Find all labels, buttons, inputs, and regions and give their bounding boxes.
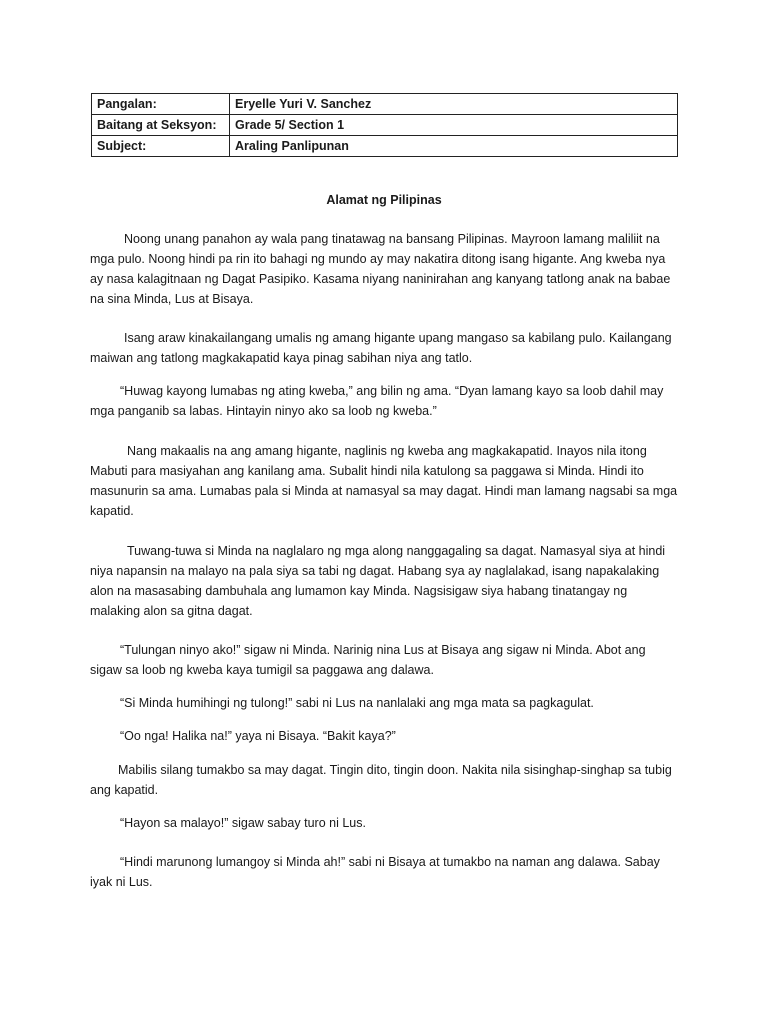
- table-row: [92, 136, 678, 157]
- subject-label: Subject:: [92, 136, 230, 157]
- grade-section-label: Baitang at Seksyon:: [92, 115, 230, 136]
- paragraph: “Tulungan ninyo ako!” sigaw ni Minda. Narinig nina Lus at Bisaya ang sigaw ni Minda. Abot ang sigaw sa loob ng kweba kaya tumigil sa paggawa ang dalawa.: [90, 643, 646, 677]
- table-row: [92, 115, 678, 136]
- paragraph: “Huwag kayong lumabas ng ating kweba,” ang bilin ng ama. “Dyan lamang kayo sa loob dahil may mga panganib sa labas. Hintayin ninyo ako sa loob ng kweba.”: [90, 384, 664, 418]
- paragraph: Mabilis silang tumakbo sa may dagat. Tingin dito, tingin doon. Nakita nila sisinghap-singhap sa tubig ang kapatid.: [90, 763, 672, 797]
- story-title: Alamat ng Pilipinas: [326, 193, 442, 207]
- grade-section-value: Grade 5/ Section 1: [230, 115, 678, 136]
- name-value: Eryelle Yuri V. Sanchez: [230, 94, 678, 115]
- paragraph: “Oo nga! Halika na!” yaya ni Bisaya. “Bakit kaya?”: [120, 729, 396, 743]
- name-label: Pangalan:: [92, 94, 230, 115]
- paragraph: “Hindi marunong lumangoy si Minda ah!” sabi ni Bisaya at tumakbo na naman ang dalawa. Sabay iyak ni Lus.: [90, 855, 660, 889]
- paragraph: “Si Minda humihingi ng tulong!” sabi ni Lus na nanlalaki ang mga mata sa pagkagulat.: [120, 696, 594, 710]
- subject-value: Araling Panlipunan: [230, 136, 678, 157]
- student-info-table: [91, 93, 678, 157]
- paragraph: Tuwang-tuwa si Minda na naglalaro ng mga along nanggagaling sa dagat. Namasyal siya at hindi niya napansin na malayo na pala siya sa tabi ng dagat. Habang sya ay naglalakad, isang napakalaking alon na masasabing dambuhala ang lumamon kay Minda. Nagsisigaw siya habang tinatangay ng malaking alon sa gitna dagat.: [90, 544, 666, 618]
- paragraph: “Hayon sa malayo!” sigaw sabay turo ni Lus.: [120, 816, 366, 830]
- paragraph: Noong unang panahon ay wala pang tinatawag na bansang Pilipinas. Mayroon lamang maliliit na mga pulo. Noong hindi pa rin ito bahagi ng mundo ay may nakatira ditong isang higante. Ang kweba nya ay nasa kalagitnaan ng Dagat Pasipiko. Kasama niyang naninirahan ang kanyang tatlong anak na babae na sina Minda, Lus at Bisaya.: [90, 232, 671, 306]
- table-row: [92, 94, 678, 115]
- paragraph: Isang araw kinakailangang umalis ng amang higante upang mangaso sa kabilang pulo. Kailangang maiwan ang tatlong magkakapatid kaya pinag sabihan niya ang tatlo.: [90, 331, 672, 365]
- paragraph: Nang makaalis na ang amang higante, naglinis ng kweba ang magkakapatid. Inayos nila itong Mabuti para masiyahan ang kanilang ama. Subalit hindi nila katulong sa paggawa si Minda. Hindi ito masunurin sa ama. Lumabas pala si Minda at namasyal sa may dagat. Hindi man lamang nagsabi sa mga kapatid.: [90, 444, 678, 518]
